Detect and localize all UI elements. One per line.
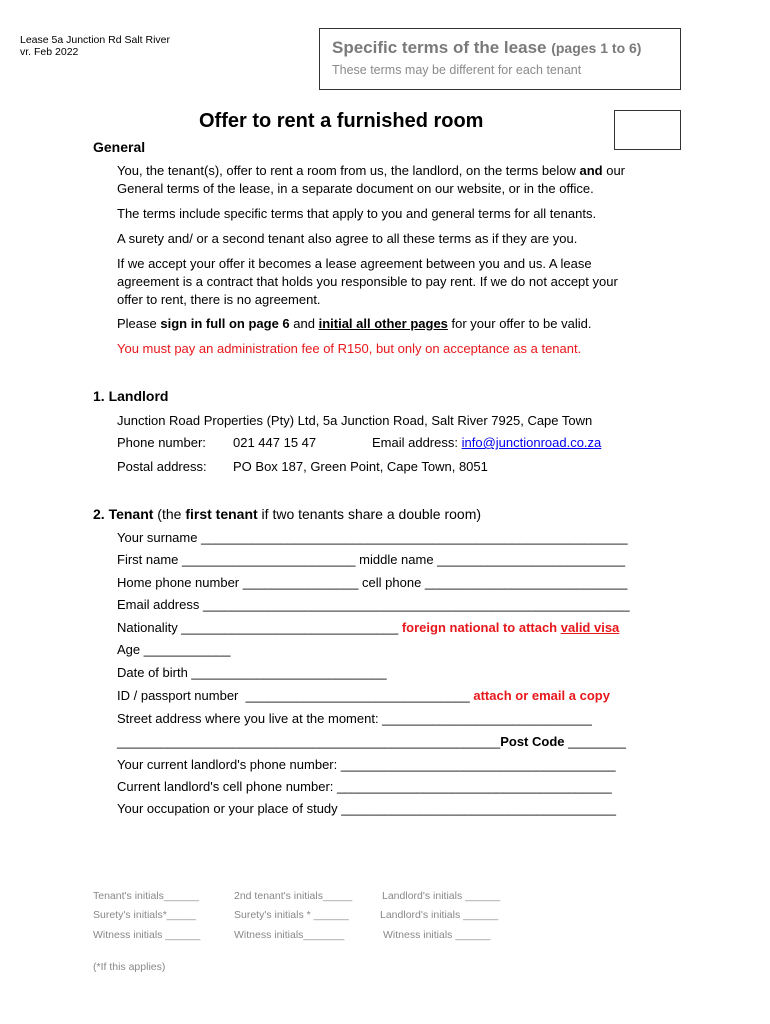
landlord-postal: PO Box 187, Green Point, Cape Town, 8051 [233, 459, 488, 474]
bold-span: sign in full on page 6 [160, 316, 290, 331]
page-title: Offer to rent a furnished room [199, 110, 484, 132]
specific-terms-pages: (pages 1 to 6) [551, 40, 642, 56]
post-code-blank[interactable]: ________ [564, 734, 626, 749]
tenant-heading-number: 2. Tenant [93, 506, 154, 522]
general-paragraph-1-line-2: General terms of the lease, in a separate document on our website, or in the office. [117, 181, 594, 196]
tenant-heading [93, 506, 481, 522]
text-span: and [289, 316, 319, 331]
landlord-heading: 1. Landlord [93, 388, 169, 404]
landlord-phone-label: Phone number: [117, 435, 206, 450]
landlord-phone: 021 447 15 47 [233, 435, 317, 450]
text-span: for your offer to be valid. [447, 316, 592, 331]
general-paragraph-4-line-3: offer to rent, there is no agreement. [117, 292, 321, 307]
applies-note: (*If this applies) [93, 961, 166, 973]
id-passport-field[interactable] [117, 687, 610, 705]
general-paragraph-2: The terms include specific terms that apply to you and general terms for all tenants. [117, 206, 597, 221]
occupation-field[interactable]: Your occupation or your place of study ______________________________________ [117, 801, 617, 816]
second-surety-initials[interactable]: Surety's initials * ______ [234, 909, 349, 921]
reference-line-1: Lease 5a Junction Rd Salt River [20, 34, 170, 46]
date-of-birth-field[interactable]: Date of birth ___________________________ [117, 665, 387, 680]
text-span: (the [153, 506, 186, 522]
text-span: Please [117, 316, 161, 331]
document-reference [20, 34, 170, 58]
witness-initials-1[interactable]: Witness initials ______ [93, 929, 201, 941]
visa-notice [402, 620, 619, 635]
specific-terms-title [332, 38, 641, 58]
nationality-line[interactable]: Nationality ______________________________ [117, 620, 399, 635]
specific-terms-box [319, 28, 681, 90]
bold-underline-span: initial all other pages [318, 316, 448, 331]
witness-initials-2[interactable]: Witness initials_______ [234, 929, 345, 941]
email-link[interactable]: info@junctionroad.co.za [461, 435, 602, 450]
id-line[interactable]: ID / passport number _______________________________ [117, 688, 470, 703]
reference-line-2: vr. Feb 2022 [20, 46, 79, 58]
surety-initials[interactable]: Surety's initials*_____ [93, 909, 196, 921]
address-continuation-line[interactable]: _____________________________________________________ [117, 734, 501, 749]
bold-span: first tenant [185, 506, 258, 522]
landlord-email [372, 434, 601, 452]
general-paragraph-1 [117, 162, 625, 180]
underline-span: valid visa [560, 620, 620, 635]
landlord-postal-label: Postal address: [117, 459, 207, 474]
phone-fields[interactable]: Home phone number ________________ cell phone ____________________________ [117, 575, 628, 590]
specific-terms-subtitle: These terms may be different for each tenant [332, 63, 582, 77]
tenant-initials[interactable]: Tenant's initials______ [93, 890, 199, 902]
specific-terms-heading: Specific terms of the lease [332, 38, 547, 57]
general-paragraph-3: A surety and/ or a second tenant also agree to all these terms as if they are you. [117, 231, 578, 246]
id-copy-notice: attach or email a copy [473, 688, 610, 703]
text-span: foreign national to attach [401, 620, 561, 635]
current-landlord-phone-field[interactable]: Your current landlord's phone number: ______________________________________ [117, 757, 616, 772]
admin-fee-notice: You must pay an administration fee of R150, but only on acceptance as a tenant. [117, 341, 582, 356]
general-heading: General [93, 139, 146, 155]
text-span: our [602, 163, 626, 178]
landlord-initials-2[interactable]: Landlord's initials ______ [380, 909, 499, 921]
age-field[interactable]: Age ____________ [117, 642, 231, 657]
email-label: Email address: [372, 435, 458, 450]
post-code-label: Post Code [500, 734, 565, 749]
second-tenant-initials[interactable]: 2nd tenant's initials_____ [234, 890, 353, 902]
email-field[interactable]: Email address ___________________________________________________________ [117, 597, 630, 612]
text-span: You, the tenant(s), offer to rent a room from us, the landlord, on the terms below [117, 163, 580, 178]
corner-box[interactable] [614, 110, 681, 150]
landlord-company: Junction Road Properties (Pty) Ltd, 5a Junction Road, Salt River 7925, Cape Town [117, 413, 593, 428]
general-paragraph-4-line-1: If we accept your offer it becomes a lease agreement between you and us. A lease [117, 256, 592, 271]
nationality-field[interactable] [117, 619, 619, 637]
bold-span: and [579, 163, 603, 178]
general-paragraph-5 [117, 315, 591, 333]
current-landlord-cell-field[interactable]: Current landlord's cell phone number: ______________________________________ [117, 779, 612, 794]
first-middle-name-field[interactable]: First name ________________________ middle name __________________________ [117, 552, 626, 567]
landlord-initials[interactable]: Landlord's initials ______ [382, 890, 501, 902]
surname-field[interactable]: Your surname ___________________________________________________________ [117, 530, 628, 545]
general-paragraph-4-line-2: agreement is a contract that holds you responsible to pay rent. If we do not accept your [117, 274, 618, 289]
text-span: if two tenants share a double room) [257, 506, 482, 522]
post-code-field[interactable] [117, 733, 626, 751]
street-address-field[interactable]: Street address where you live at the moment: _____________________________ [117, 711, 592, 726]
witness-initials-3[interactable]: Witness initials ______ [383, 929, 491, 941]
